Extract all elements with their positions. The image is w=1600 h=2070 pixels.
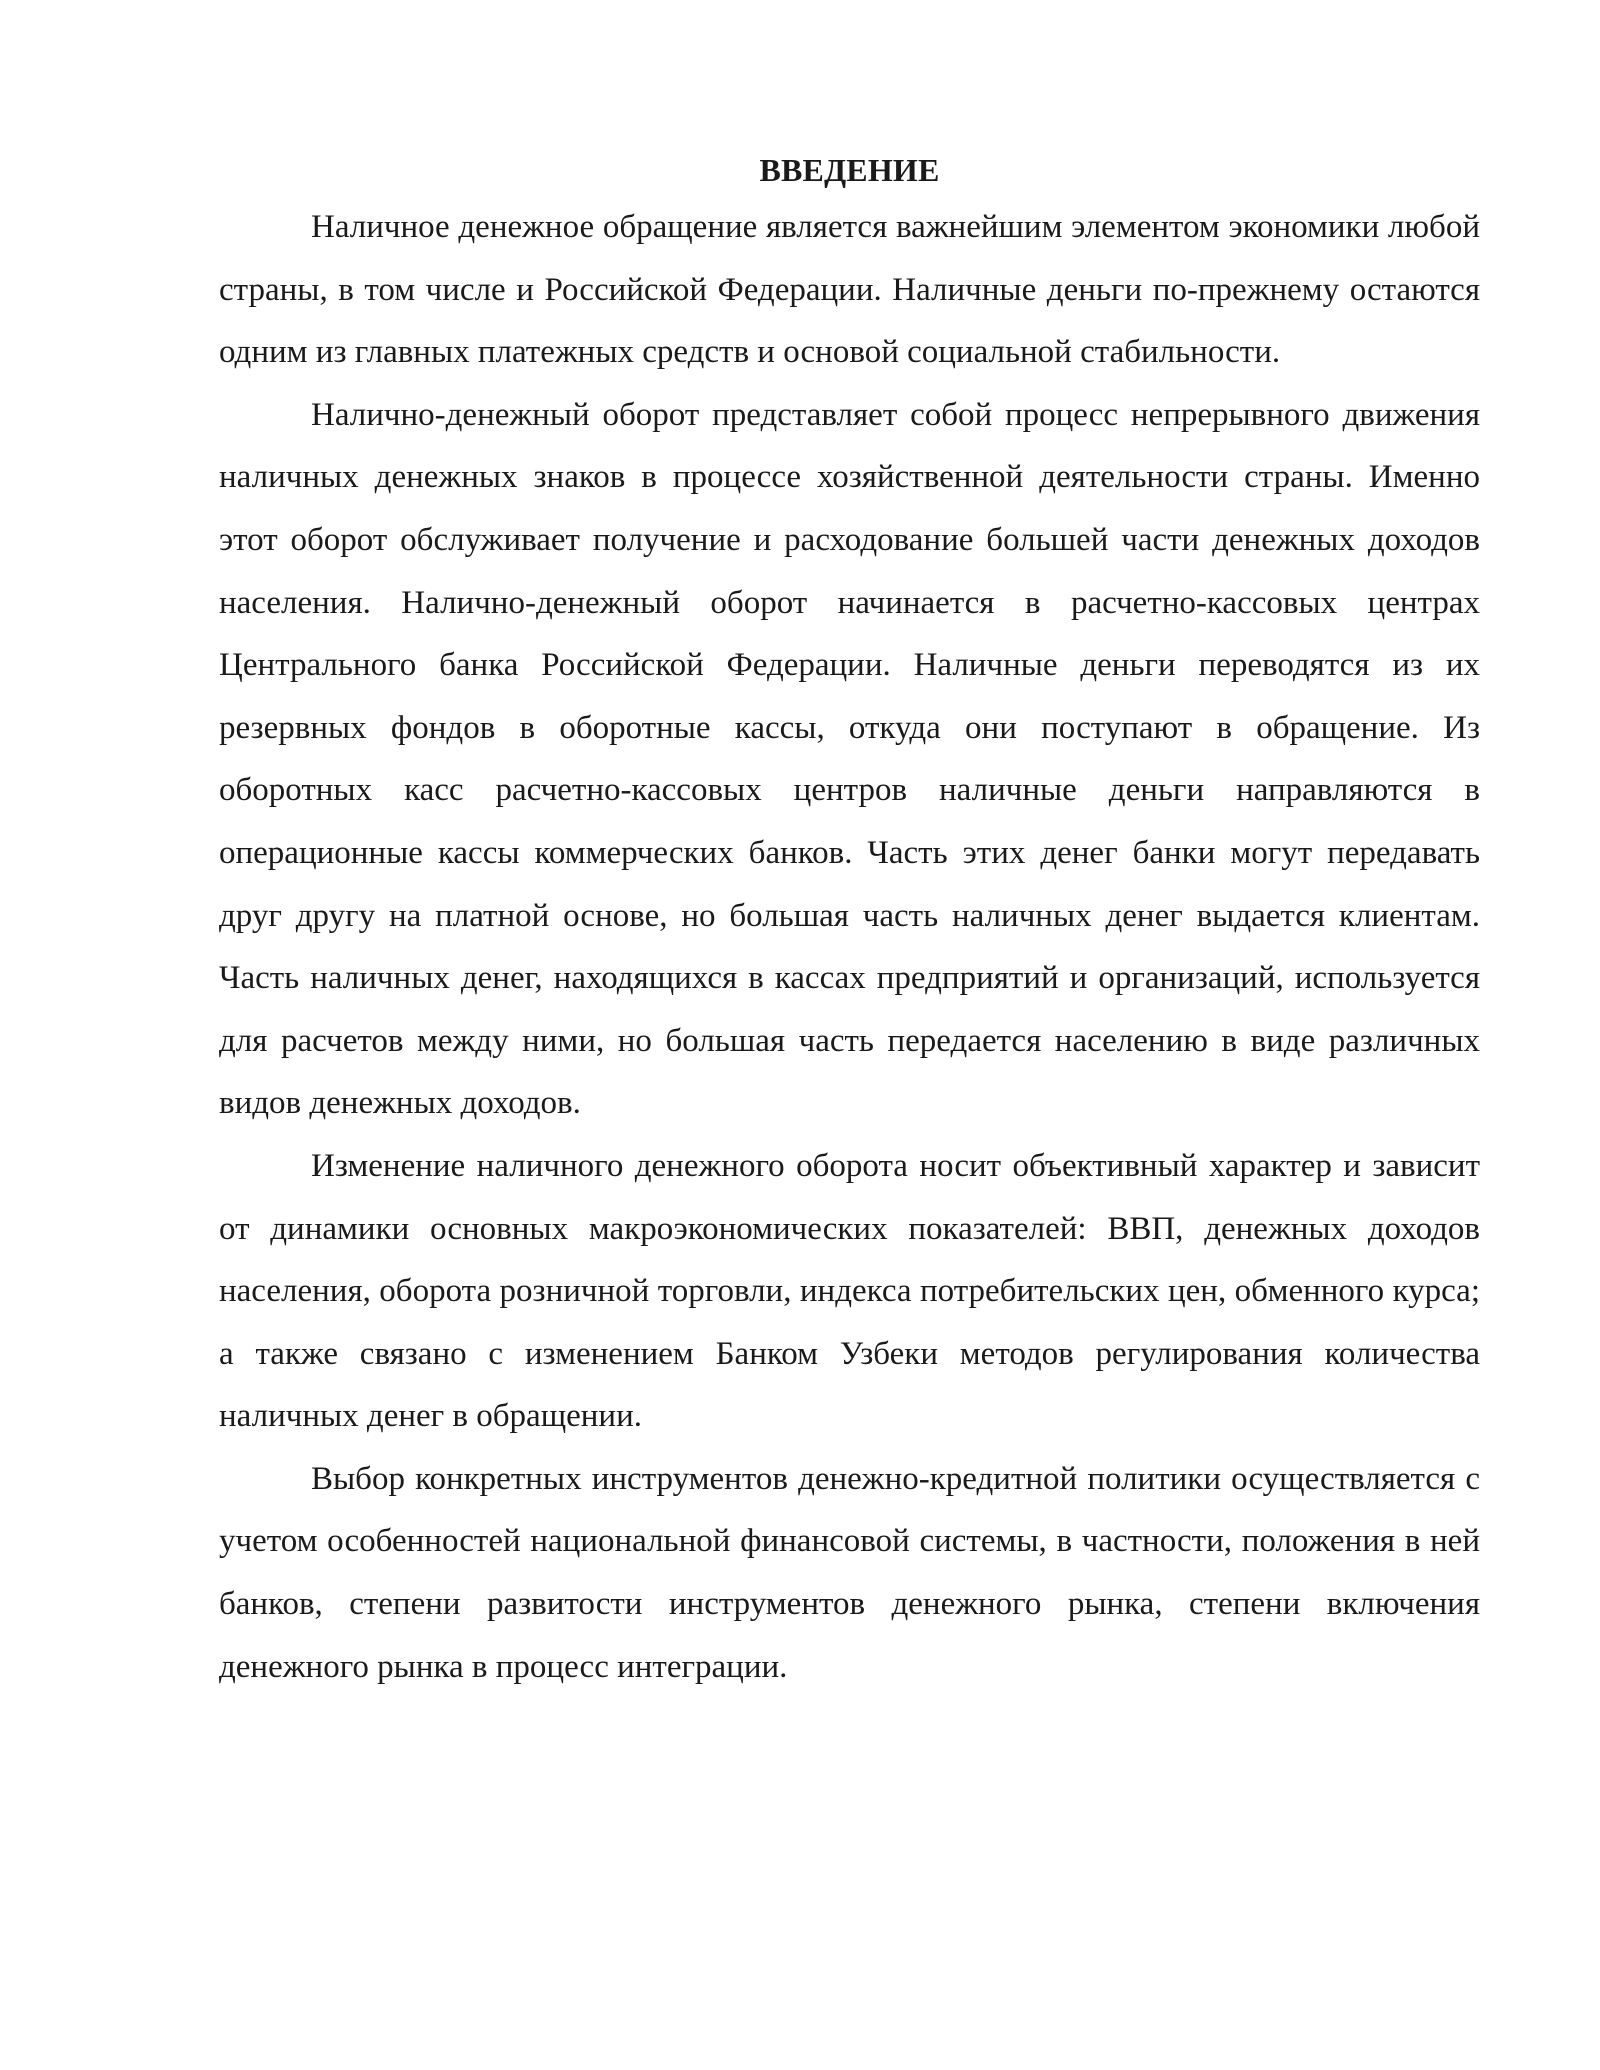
paragraph-3: Изменение наличного денежного оборота носит объективный характер и зависит от динамики основных макроэкономических показателей: ВВП, денежных доходов населения, оборота розничной торговли, индекса потребительских цен, обменного курса; а также связано с изменением Банком Узбеки методов регулирования количества наличных денег в обращении. xyxy=(219,1147,1480,1435)
paragraph-4: Выбор конкретных инструментов денежно-кредитной политики осуществляется с учетом особенностей национальной финансовой системы, в частности, положения в ней банков, степени развитости инструментов денежного рынка, степени включения денежного рынка в процесс интеграции. xyxy=(219,1460,1480,1685)
document-body xyxy=(219,144,1480,1698)
page-title: ВВЕДЕНИЕ xyxy=(759,152,940,188)
paragraph-1: Наличное денежное обращение является важнейшим элементом экономики любой страны, в том числе и Российской Федерации. Наличные деньги по-прежнему остаются одним из главных платежных средств и основой социальной стабильности. xyxy=(219,209,1480,371)
paragraph-2: Налично-денежный оборот представляет собой процесс непрерывного движения наличных денежных знаков в процессе хозяйственной деятельности страны. Именно этот оборот обслуживает получение и расходование большей части денежных доходов населения. Налично-денежный оборот начинается в расчетно-кассовых центрах Центрального банка Российской Федерации. Наличные деньги переводятся из их резервных фондов в оборотные кассы, откуда они поступают в обращение. Из оборотных касс расчетно-кассовых центров наличные деньги направляются в операционные кассы коммерческих банков. Часть этих денег банки могут передавать друг другу на платной основе, но большая часть наличных денег выдается клиентам. Часть наличных денег, находящихся в кассах предприятий и организаций, используется для расчетов между ними, но большая часть передается населению в виде различных видов денежных доходов. xyxy=(219,396,1480,1122)
